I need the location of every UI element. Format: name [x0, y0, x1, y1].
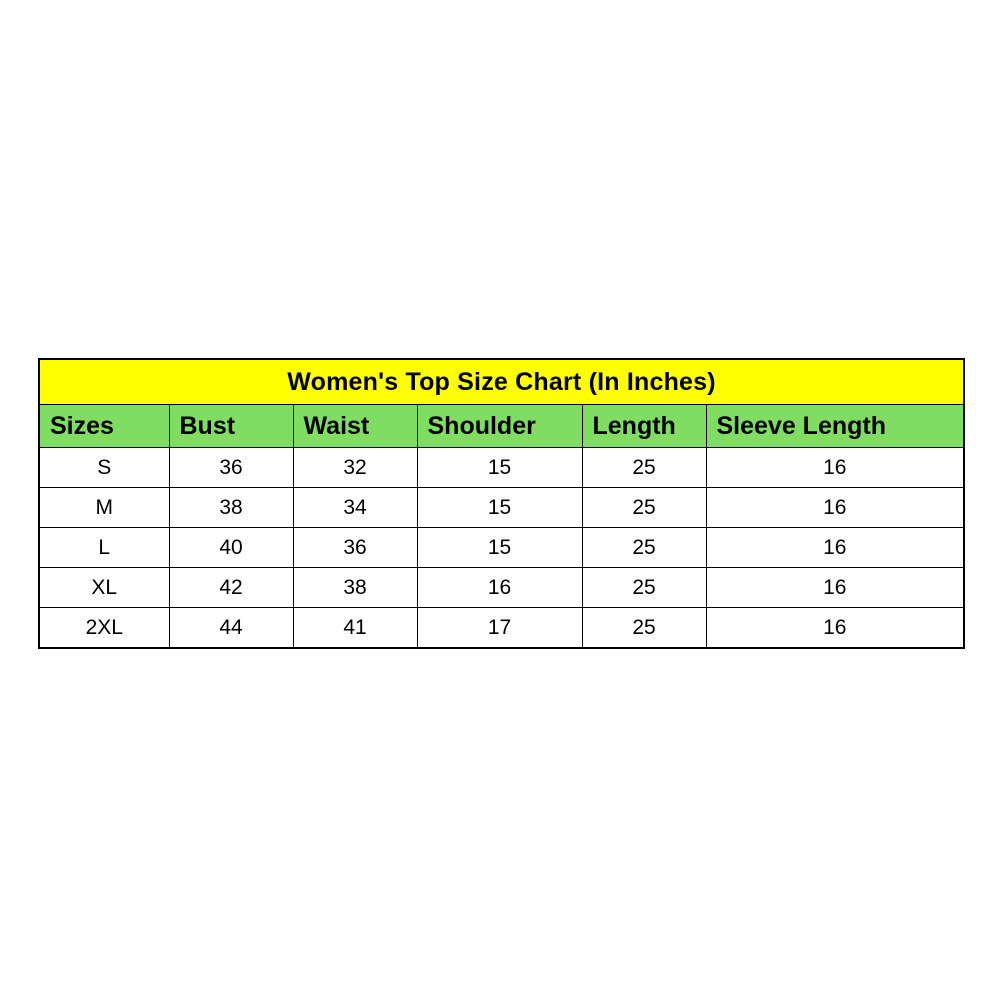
cell-sleeve-length: 16: [706, 448, 964, 488]
cell-size: S: [39, 448, 169, 488]
table-row: [39, 448, 964, 488]
cell-sleeve-length: 16: [706, 528, 964, 568]
size-chart-container: [38, 358, 963, 649]
column-header-length: Length: [582, 405, 706, 448]
cell-bust: 38: [169, 488, 293, 528]
cell-waist: 41: [293, 608, 417, 649]
cell-shoulder: 15: [417, 528, 582, 568]
cell-length: 25: [582, 608, 706, 649]
cell-sleeve-length: 16: [706, 488, 964, 528]
cell-size: XL: [39, 568, 169, 608]
table-title-row: [39, 359, 964, 405]
cell-shoulder: 15: [417, 448, 582, 488]
cell-length: 25: [582, 488, 706, 528]
cell-length: 25: [582, 448, 706, 488]
cell-bust: 40: [169, 528, 293, 568]
table-row: [39, 528, 964, 568]
column-header-sleeve-length: Sleeve Length: [706, 405, 964, 448]
column-header-sizes: Sizes: [39, 405, 169, 448]
table-row: [39, 608, 964, 649]
cell-size: M: [39, 488, 169, 528]
cell-length: 25: [582, 528, 706, 568]
cell-bust: 44: [169, 608, 293, 649]
cell-bust: 42: [169, 568, 293, 608]
cell-bust: 36: [169, 448, 293, 488]
cell-shoulder: 16: [417, 568, 582, 608]
cell-waist: 36: [293, 528, 417, 568]
column-header-shoulder: Shoulder: [417, 405, 582, 448]
column-header-waist: Waist: [293, 405, 417, 448]
chart-title: Women's Top Size Chart (In Inches): [39, 359, 964, 405]
cell-sleeve-length: 16: [706, 568, 964, 608]
cell-size: L: [39, 528, 169, 568]
cell-waist: 34: [293, 488, 417, 528]
cell-waist: 38: [293, 568, 417, 608]
table-header-row: [39, 405, 964, 448]
table-row: [39, 488, 964, 528]
table-row: [39, 568, 964, 608]
cell-length: 25: [582, 568, 706, 608]
size-chart-table: [38, 358, 965, 649]
cell-waist: 32: [293, 448, 417, 488]
cell-shoulder: 15: [417, 488, 582, 528]
cell-sleeve-length: 16: [706, 608, 964, 649]
column-header-bust: Bust: [169, 405, 293, 448]
cell-size: 2XL: [39, 608, 169, 649]
cell-shoulder: 17: [417, 608, 582, 649]
